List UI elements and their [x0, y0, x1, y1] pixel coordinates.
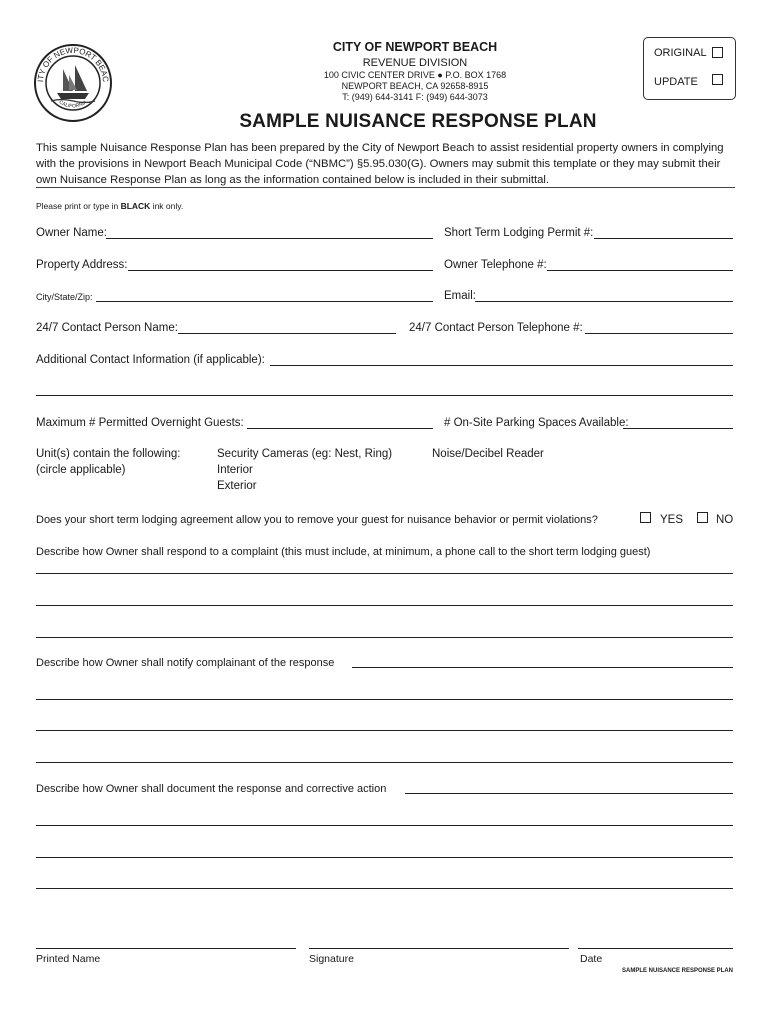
city-state-zip-field[interactable]	[96, 301, 433, 302]
signature-label: Signature	[309, 953, 354, 965]
signature-field[interactable]	[309, 948, 569, 949]
email-field[interactable]	[475, 301, 733, 302]
option-exterior[interactable]: Exterior	[217, 480, 257, 492]
printed-name-label: Printed Name	[36, 953, 101, 965]
respond-line-2[interactable]	[36, 605, 733, 606]
printed-name-field[interactable]	[36, 948, 296, 949]
address-line-1: 100 CIVIC CENTER DRIVE ● P.O. BOX 1768	[323, 70, 507, 80]
respond-line-3[interactable]	[36, 637, 733, 638]
document-label: Describe how Owner shall document the response and corrective action	[36, 783, 387, 795]
option-security-cameras[interactable]: Security Cameras (eg: Nest, Ring)	[217, 448, 393, 460]
document-line-1[interactable]	[36, 825, 733, 826]
note-bold: BLACK	[120, 201, 151, 211]
division-name: REVENUE DIVISION	[362, 57, 468, 69]
respond-label: Describe how Owner shall respond to a complaint (this must include, at minimum, a phone call to the short term lodging guest)	[36, 546, 651, 558]
city-state-zip-label: City/State/Zip:	[36, 292, 93, 302]
svg-text:CITY OF NEWPORT BEACH: ITY OF NEWPORT BEAC	[36, 45, 111, 83]
status-box	[643, 37, 736, 100]
no-label: NO	[716, 514, 734, 526]
max-guests-field[interactable]	[247, 428, 433, 429]
document-line-0[interactable]	[405, 793, 733, 794]
yes-label: YES	[660, 514, 684, 526]
property-address-field[interactable]	[128, 270, 433, 271]
additional-contact-line-2[interactable]	[36, 395, 733, 396]
email-label: Email:	[444, 290, 476, 302]
parking-label: # On-Site Parking Spaces Available:	[444, 417, 629, 429]
document-line-3[interactable]	[36, 888, 733, 889]
notify-label: Describe how Owner shall notify complainant of the response	[36, 657, 335, 669]
document-line-2[interactable]	[36, 857, 733, 858]
no-checkbox[interactable]	[697, 512, 708, 523]
intro-paragraph: This sample Nuisance Response Plan has been prepared by the City of Newport Beach to assist residential property owners in complying with the provisions in Newport Beach Municipal Code (“NBMC”) §5.95.030(G). Owners may submit this template or they may submit their own Nuisance Response Plan as long as the information contained below is included in their submittal.	[36, 142, 724, 186]
date-label: Date	[580, 953, 603, 965]
notify-line-0[interactable]	[352, 667, 733, 668]
contact-phone-field[interactable]	[585, 333, 733, 334]
yes-checkbox[interactable]	[640, 512, 651, 523]
update-checkbox[interactable]	[712, 74, 723, 85]
option-noise-reader[interactable]: Noise/Decibel Reader	[432, 448, 544, 460]
notify-line-2[interactable]	[36, 730, 733, 731]
owner-phone-label: Owner Telephone #:	[444, 259, 547, 271]
notify-line-3[interactable]	[36, 762, 733, 763]
option-interior[interactable]: Interior	[217, 464, 253, 476]
org-name: CITY OF NEWPORT BEACH	[332, 40, 498, 54]
contact-phone-label: 24/7 Contact Person Telephone #:	[409, 322, 583, 334]
respond-line-1[interactable]	[36, 573, 733, 574]
parking-field[interactable]	[623, 428, 733, 429]
owner-phone-field[interactable]	[547, 270, 733, 271]
note-post: ink only.	[150, 201, 184, 211]
date-field[interactable]	[578, 948, 733, 949]
svg-text:CALIFORNIA: CALIFORNIA	[57, 99, 89, 110]
contact-person-field[interactable]	[178, 333, 396, 334]
property-address-label: Property Address:	[36, 259, 128, 271]
divider	[36, 187, 735, 188]
str-permit-field[interactable]	[594, 238, 733, 239]
owner-name-field[interactable]	[106, 238, 433, 239]
units-label: Unit(s) contain the following:	[36, 448, 181, 460]
address-line-2: NEWPORT BEACH, CA 92658-8915	[341, 81, 489, 91]
document-title: SAMPLE NUISANCE RESPONSE PLAN	[239, 111, 597, 132]
ink-note	[36, 201, 183, 211]
units-sublabel: (circle applicable)	[36, 464, 126, 476]
removal-question: Does your short term lodging agreement allow you to remove your guest for nuisance behavior or permit violations?	[36, 514, 598, 526]
additional-contact-label: Additional Contact Information (if applicable):	[36, 354, 265, 366]
note-pre: Please print or type in	[36, 201, 121, 211]
str-permit-label: Short Term Lodging Permit #:	[444, 227, 594, 239]
phone-line: T: (949) 644-3141 F: (949) 644-3073	[342, 92, 488, 102]
update-label: UPDATE	[654, 76, 698, 88]
notify-line-1[interactable]	[36, 699, 733, 700]
owner-name-label: Owner Name:	[36, 227, 107, 239]
additional-contact-field[interactable]	[270, 365, 733, 366]
original-label: ORIGINAL	[654, 47, 707, 59]
max-guests-label: Maximum # Permitted Overnight Guests:	[36, 417, 244, 429]
contact-person-label: 24/7 Contact Person Name:	[36, 322, 178, 334]
original-checkbox[interactable]	[712, 47, 723, 58]
footer-text: SAMPLE NUISANCE RESPONSE PLAN	[621, 968, 733, 974]
